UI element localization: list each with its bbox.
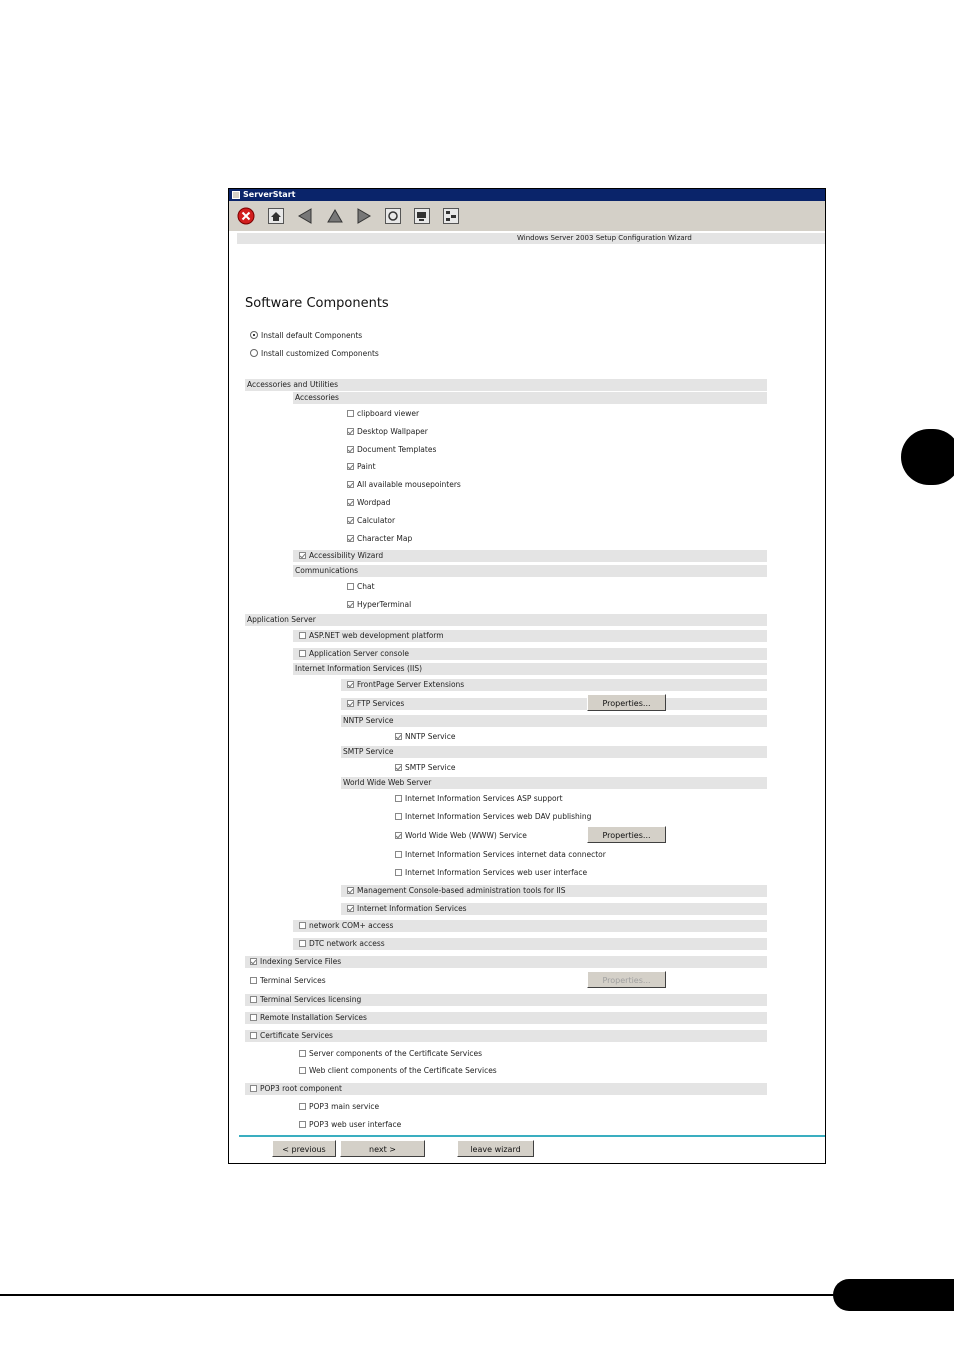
component-label: NNTP Service xyxy=(343,716,394,725)
component-label: NNTP Service xyxy=(405,732,456,741)
component-label: POP3 main service xyxy=(309,1102,380,1111)
tree-item[interactable] xyxy=(347,698,404,710)
component-checkbox[interactable] xyxy=(395,832,402,839)
leave-wizard-button[interactable]: leave wizard xyxy=(457,1140,534,1157)
tree-item[interactable] xyxy=(347,885,566,897)
tree-item[interactable] xyxy=(299,1119,401,1131)
component-label: POP3 root component xyxy=(260,1084,342,1093)
component-label: Character Map xyxy=(357,534,413,543)
tree-item[interactable] xyxy=(299,1101,379,1113)
component-label: Indexing Service Files xyxy=(260,957,342,966)
component-checkbox[interactable] xyxy=(395,764,402,771)
component-checkbox[interactable] xyxy=(347,481,354,488)
component-checkbox[interactable] xyxy=(347,535,354,542)
properties-button[interactable]: Properties... xyxy=(587,971,666,988)
forward-icon[interactable] xyxy=(355,207,373,225)
component-label: HyperTerminal xyxy=(357,600,412,609)
tree-item[interactable] xyxy=(347,581,375,593)
radio-customized-components[interactable]: Install customized Components xyxy=(250,348,379,360)
component-checkbox[interactable] xyxy=(250,958,257,965)
component-checkbox[interactable] xyxy=(395,813,402,820)
page-rule xyxy=(0,1294,954,1296)
component-label: Remote Installation Services xyxy=(260,1013,367,1022)
tree-item[interactable] xyxy=(250,1030,333,1042)
tree-item[interactable] xyxy=(250,975,326,987)
page-title: Software Components xyxy=(245,296,389,311)
tree-item[interactable] xyxy=(250,994,361,1006)
back-icon[interactable] xyxy=(296,207,314,225)
tree-group-label xyxy=(295,565,358,577)
tree-item[interactable] xyxy=(299,1065,497,1077)
properties-button[interactable]: Properties... xyxy=(587,826,666,843)
component-label: Accessories xyxy=(295,393,339,402)
tree-item[interactable] xyxy=(250,956,341,968)
component-checkbox[interactable] xyxy=(250,1032,257,1039)
component-label: ASP.NET web development platform xyxy=(309,631,444,640)
serverstart-window xyxy=(228,188,826,1164)
component-label: Accessories and Utilities xyxy=(247,380,339,389)
tree-item[interactable] xyxy=(299,938,385,950)
previous-button[interactable]: < previous xyxy=(272,1140,336,1157)
component-checkbox[interactable] xyxy=(347,463,354,470)
component-checkbox[interactable] xyxy=(347,681,354,688)
component-label: Communications xyxy=(295,566,359,575)
component-checkbox[interactable] xyxy=(347,583,354,590)
window-title: ServerStart xyxy=(243,190,296,199)
tree-group-label xyxy=(247,614,316,626)
component-checkbox[interactable] xyxy=(299,1050,306,1057)
component-label: Internet Information Services web user interface xyxy=(405,868,588,877)
tree-item[interactable] xyxy=(347,479,461,491)
component-checkbox[interactable] xyxy=(299,632,306,639)
wizard-header-bar xyxy=(237,233,825,244)
screen-icon[interactable] xyxy=(413,207,431,225)
properties-button[interactable]: Properties... xyxy=(587,694,666,711)
component-label: POP3 web user interface xyxy=(309,1120,402,1129)
component-label: Server components of the Certificate Services xyxy=(309,1049,482,1058)
component-checkbox[interactable] xyxy=(347,499,354,506)
page-number-tab xyxy=(833,1279,954,1311)
row-band xyxy=(341,746,767,758)
tree-item[interactable] xyxy=(299,1048,482,1060)
row-band xyxy=(341,715,767,727)
radio-default-components[interactable]: Install default Components xyxy=(250,330,362,342)
component-label: Paint xyxy=(357,462,376,471)
close-icon[interactable] xyxy=(237,207,255,225)
component-label: Desktop Wallpaper xyxy=(357,427,428,436)
component-label: Application Server xyxy=(247,615,316,624)
component-label: Internet Information Services xyxy=(357,904,467,913)
component-checkbox[interactable] xyxy=(347,601,354,608)
component-label: SMTP Service xyxy=(405,763,456,772)
radio-button[interactable] xyxy=(250,349,258,357)
component-label: Chat xyxy=(357,582,375,591)
footer-separator xyxy=(239,1135,826,1137)
tree-item[interactable] xyxy=(347,515,395,527)
component-checkbox[interactable] xyxy=(250,1085,257,1092)
tree-item[interactable] xyxy=(347,426,428,438)
tree-item[interactable] xyxy=(347,903,467,915)
up-icon[interactable] xyxy=(326,207,344,225)
component-label: Certificate Services xyxy=(260,1031,333,1040)
component-label: World Wide Web (WWW) Service xyxy=(405,831,527,840)
component-checkbox[interactable] xyxy=(299,1103,306,1110)
tree-group-label xyxy=(343,746,393,758)
tree-item[interactable] xyxy=(347,679,464,691)
tree-item[interactable] xyxy=(347,408,419,420)
tree-item[interactable] xyxy=(395,830,527,842)
component-label: All available mousepointers xyxy=(357,480,461,489)
radio-button[interactable] xyxy=(250,331,258,339)
component-label: Internet Information Services internet data connector xyxy=(405,850,606,859)
tree-item[interactable] xyxy=(347,599,411,611)
component-label: FTP Services xyxy=(357,699,405,708)
component-label: World Wide Web Server xyxy=(343,778,432,787)
component-checkbox[interactable] xyxy=(395,869,402,876)
component-label: network COM+ access xyxy=(309,921,394,930)
component-label: SMTP Service xyxy=(343,747,394,756)
home-icon[interactable] xyxy=(267,207,285,225)
tree-item[interactable] xyxy=(395,811,591,823)
tree-group-label xyxy=(295,392,339,404)
next-button[interactable]: next > xyxy=(340,1140,425,1157)
component-checkbox[interactable] xyxy=(347,446,354,453)
component-checkbox[interactable] xyxy=(299,552,306,559)
tree-item[interactable] xyxy=(395,793,563,805)
component-checkbox[interactable] xyxy=(347,700,354,707)
component-label: clipboard viewer xyxy=(357,409,420,418)
tree-icon[interactable] xyxy=(442,207,460,225)
component-label: Terminal Services licensing xyxy=(260,995,362,1004)
row-band xyxy=(341,698,767,710)
tree-item[interactable] xyxy=(395,762,455,774)
wizard-subtitle: Windows Server 2003 Setup Configuration Wizard xyxy=(517,234,692,242)
row-band xyxy=(293,392,767,404)
tree-item[interactable] xyxy=(299,550,383,562)
component-checkbox[interactable] xyxy=(299,922,306,929)
tree-group-label xyxy=(343,715,393,727)
tree-item[interactable] xyxy=(299,648,409,660)
component-label: FrontPage Server Extensions xyxy=(357,680,465,689)
component-checkbox[interactable] xyxy=(250,977,257,984)
tree-item[interactable] xyxy=(395,731,455,743)
component-checkbox[interactable] xyxy=(299,1121,306,1128)
tree-item[interactable] xyxy=(347,444,436,456)
tree-group-label xyxy=(295,663,422,675)
component-label: Calculator xyxy=(357,516,396,525)
component-checkbox[interactable] xyxy=(347,905,354,912)
tree-item[interactable] xyxy=(347,461,376,473)
tree-item[interactable] xyxy=(347,497,390,509)
component-checkbox[interactable] xyxy=(299,650,306,657)
tree-group-label xyxy=(247,379,338,391)
component-label: Internet Information Services web DAV publishing xyxy=(405,812,592,821)
app-icon xyxy=(232,191,240,199)
component-checkbox[interactable] xyxy=(299,940,306,947)
component-label: Terminal Services xyxy=(260,976,326,985)
component-checkbox[interactable] xyxy=(250,1014,257,1021)
component-checkbox[interactable] xyxy=(347,887,354,894)
component-label: Document Templates xyxy=(357,445,437,454)
tree-item[interactable] xyxy=(250,1012,367,1024)
tree-group-label xyxy=(343,777,431,789)
component-checkbox[interactable] xyxy=(250,996,257,1003)
component-label: DTC network access xyxy=(309,939,385,948)
title-bar xyxy=(229,189,825,201)
component-checkbox[interactable] xyxy=(347,410,354,417)
component-checkbox[interactable] xyxy=(395,733,402,740)
component-label: Internet Information Services (IIS) xyxy=(295,664,423,673)
tree-item[interactable] xyxy=(299,920,393,932)
component-label: Accessibility Wizard xyxy=(309,551,384,560)
help-icon[interactable] xyxy=(384,207,402,225)
row-band xyxy=(293,565,767,577)
component-checkbox[interactable] xyxy=(395,795,402,802)
toolbar xyxy=(229,201,825,231)
component-checkbox[interactable] xyxy=(299,1067,306,1074)
component-label: Wordpad xyxy=(357,498,391,507)
component-label: Application Server console xyxy=(309,649,409,658)
tree-item[interactable] xyxy=(395,849,606,861)
chapter-tab xyxy=(901,429,954,485)
component-checkbox[interactable] xyxy=(347,517,354,524)
row-band xyxy=(245,614,767,626)
component-label: Internet Information Services ASP support xyxy=(405,794,563,803)
tree-item[interactable] xyxy=(250,1083,342,1095)
component-label: Web client components of the Certificate Services xyxy=(309,1066,497,1075)
tree-item[interactable] xyxy=(347,533,412,545)
component-checkbox[interactable] xyxy=(347,428,354,435)
tree-item[interactable] xyxy=(299,630,444,642)
component-label: Management Console-based administration tools for IIS xyxy=(357,886,566,895)
component-checkbox[interactable] xyxy=(395,851,402,858)
tree-item[interactable] xyxy=(395,867,587,879)
